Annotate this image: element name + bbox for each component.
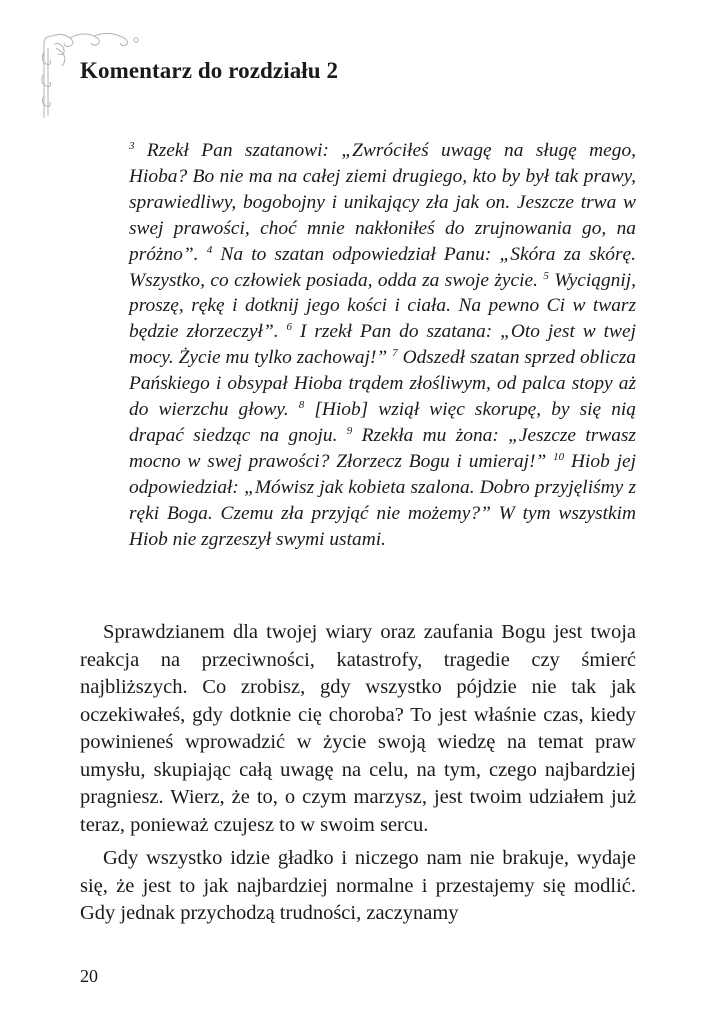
verse-number: 7	[392, 347, 398, 360]
page-number: 20	[80, 966, 98, 986]
verse-text: Odszedł szatan sprzed oblicza Pańskiego i obsypał Hioba trądem złośliwym, od palca stopy aż do wierzchu głowy.	[129, 347, 636, 421]
verse-text: Wyciągnij, proszę, rękę i dotknij jego kości i ciała. Na pewno Ci w twarz będzie złorzeczył”.	[129, 269, 636, 343]
verse-number: 6	[286, 321, 293, 334]
verse-text: Rzekł Pan szatanowi: „Zwróciłeś uwagę na sługę mego, Hioba? Bo nie ma na całej ziemi drugiego, kto by był tak prawy, sprawiedliwy, bogobojny i unikający zła jak on. Jeszcze trwa w swej prawości, choć mnie nakłoniłeś do zrujnowania go, na próżno”.	[129, 140, 636, 265]
verse-number: 4	[206, 243, 213, 256]
verse-number: 3	[129, 140, 135, 152]
verse-number: 10	[553, 450, 565, 463]
verse-text: Hiob jej odpowiedział: „Mówisz jak kobieta szalona. Dobro przyjęliśmy z ręki Boga. Czemu zła przyjąć nie możemy?” W tym wszystkim Hiob nie zgrzeszył swymi ustami.	[129, 450, 637, 550]
verse-number: 9	[346, 424, 353, 437]
verse-text: Rzekła mu żona: „Jeszcze trwasz mocno w swej prawości? Złorzecz Bogu i umieraj!”	[129, 424, 636, 472]
chapter-title: Komentarz do rozdziału 2	[80, 58, 339, 83]
body-paragraph: Gdy wszystko idzie gładko i niczego nam nie brakuje, wydaje się, że jest to jak najbardziej normalne i przestajemy się modlić. Gdy jednak przychodzą trudności, zaczynamy	[80, 847, 636, 924]
verse-number: 8	[298, 399, 305, 412]
verse-text: I rzekł Pan do szatana: „Oto jest w twej mocy. Życie mu tylko zachowaj!”	[129, 321, 636, 369]
scripture-quote	[129, 138, 636, 553]
body-paragraph: Sprawdzianem dla twojej wiary oraz zaufania Bogu jest twoja reakcja na przeciwności, katastrofy, tragedie czy śmierć najbliższych. Co zrobisz, gdy wszystko pójdzie nie tak jak oczekiwałeś, gdy dotknie cię choroba? To jest właśnie czas, kiedy powinieneś wprowadzić w życie swoją wiedzę na temat praw umysłu, skupiając całą uwagę na celu, na tym, czego najbardziej pragniesz. Wierz, że to, o czym marzysz, jest twoim udziałem już teraz, ponieważ czujesz to w swoim sercu.	[80, 621, 636, 836]
verse-number: 5	[543, 269, 549, 282]
verse-text: [Hiob] wziął więc skorupę, by się nią drapać siedząc na gnoju.	[129, 399, 636, 446]
verse-text: Na to szatan odpowiedział Panu: „Skóra za skórę. Wszystko, co człowiek posiada, odda za swoje życie.	[129, 243, 636, 291]
